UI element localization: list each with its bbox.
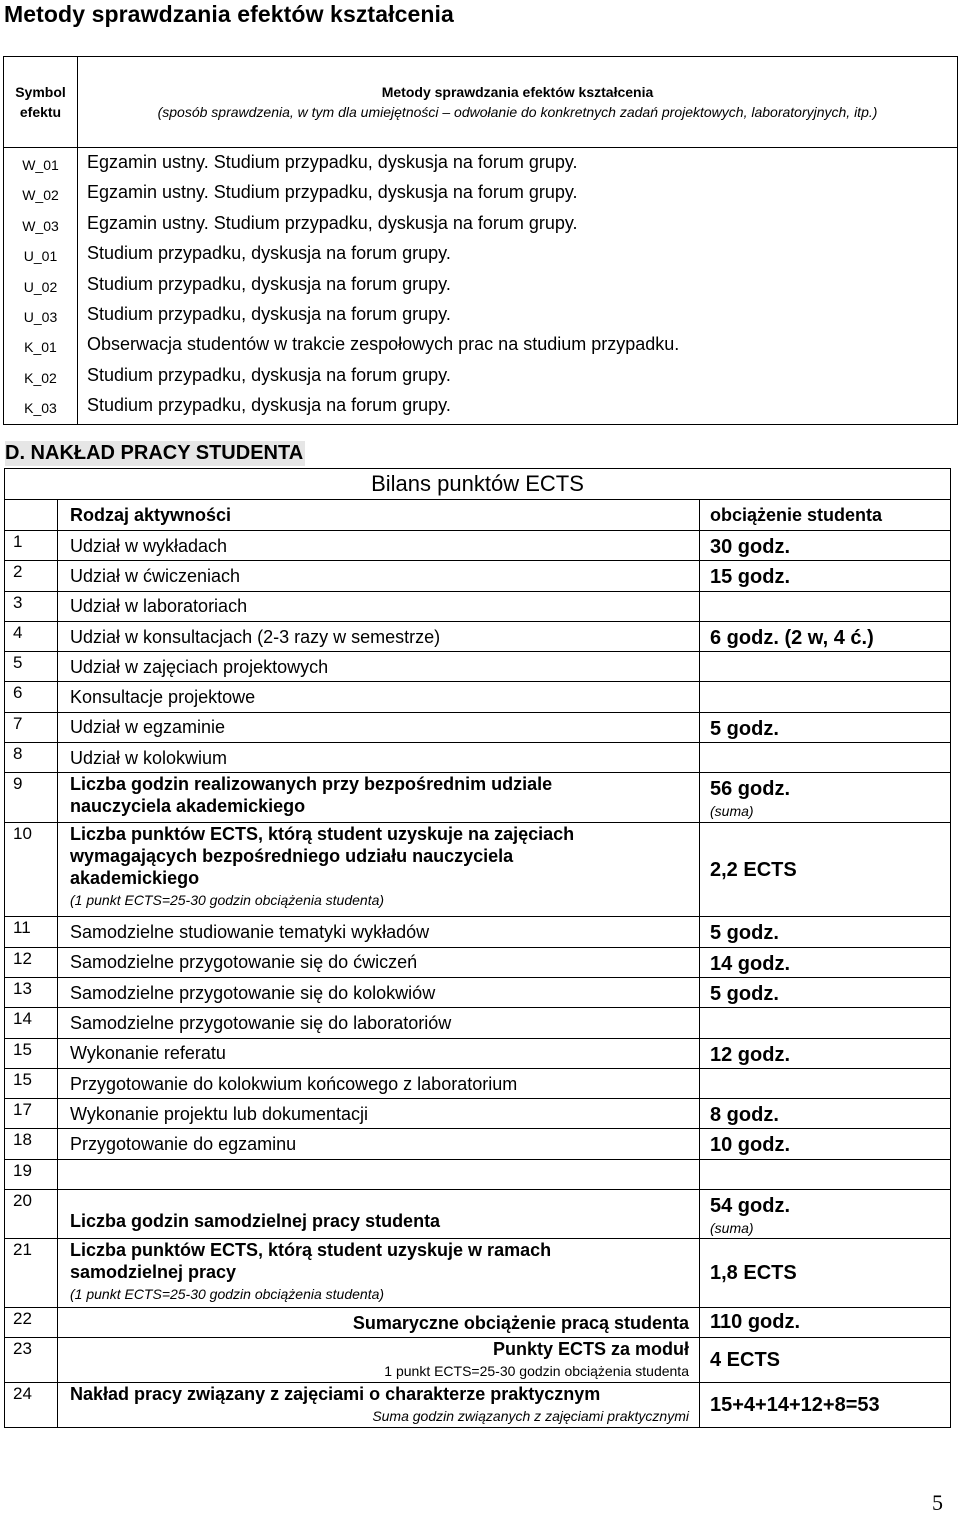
effect-symbol: K_03 <box>24 400 57 417</box>
effect-symbol: U_02 <box>23 278 58 295</box>
row-activity: Udział w egzaminie <box>58 712 700 742</box>
row-number: 12 <box>5 947 58 977</box>
effect-method: Egzamin ustny. Studium przypadku, dyskusja na forum grupy. <box>87 212 578 233</box>
row-value-text <box>710 1008 950 1013</box>
row-value-text: 30 godz. <box>710 536 791 558</box>
row-activity: Udział w laboratoriach <box>58 591 700 621</box>
row-number: 22 <box>5 1308 58 1338</box>
ects-row-24 <box>5 1383 951 1428</box>
row-value-text: 5 godz. <box>710 922 779 945</box>
ects-row <box>5 917 951 947</box>
row-value <box>700 591 951 621</box>
row-number: 18 <box>5 1129 58 1159</box>
row-activity: Konsultacje projektowe <box>58 682 700 712</box>
row-value <box>700 977 951 1007</box>
ects-row <box>5 1008 951 1038</box>
methods-column <box>78 148 958 425</box>
row-activity: Przygotowanie do egzaminu <box>58 1129 700 1159</box>
ects-row <box>5 743 951 773</box>
header-symbol-line1: Symbol <box>15 84 66 100</box>
ects-row-23 <box>5 1338 951 1383</box>
row-number: 2 <box>5 561 58 591</box>
row-activity: Wykonanie projektu lub dokumentacji <box>58 1099 700 1129</box>
header-activity: Rodzaj aktywności <box>58 500 700 531</box>
row-value-text <box>710 1069 950 1074</box>
ects-rows-direct <box>5 531 951 773</box>
row-activity: Udział w wykładach <box>58 531 700 561</box>
row-number: 1 <box>5 531 58 561</box>
row-activity: Liczba godzin realizowanych przy bezpośrednim udziale nauczyciela akademickiego <box>58 773 700 823</box>
row-value <box>700 1383 951 1428</box>
ects-row <box>5 682 951 712</box>
row-value-text <box>710 652 950 657</box>
row-value <box>700 823 951 917</box>
effect-symbol: U_03 <box>23 308 58 325</box>
row-value <box>700 652 951 682</box>
row-number: 8 <box>5 743 58 773</box>
effect-symbol: W_02 <box>22 187 59 204</box>
row-activity: Sumaryczne obciążenie pracą studenta <box>58 1308 700 1338</box>
row-activity: Przygotowanie do kolokwium końcowego z laboratorium <box>58 1068 700 1098</box>
ects-row-22 <box>5 1308 951 1338</box>
effect-method: Studium przypadku, dyskusja na forum grupy. <box>87 303 451 324</box>
row-value <box>700 1239 951 1308</box>
row-value-text: 2,2 ECTS <box>710 858 797 881</box>
ects-row <box>5 561 951 591</box>
row-value <box>700 773 951 823</box>
row-value-note: (suma) <box>710 1220 754 1237</box>
row-value <box>700 712 951 742</box>
row-value <box>700 531 951 561</box>
row-activity <box>58 1338 700 1383</box>
row-number: 23 <box>5 1338 58 1383</box>
row-activity: Udział w ćwiczeniach <box>58 561 700 591</box>
ects-row <box>5 1068 951 1098</box>
row-activity <box>58 823 700 917</box>
symbols-column <box>4 148 78 425</box>
row-number: 15 <box>5 1068 58 1098</box>
ects-row-9 <box>5 773 951 823</box>
row-value <box>700 917 951 947</box>
row-number: 10 <box>5 823 58 917</box>
row-number: 6 <box>5 682 58 712</box>
row-value <box>700 1308 951 1338</box>
effect-method: Studium przypadku, dyskusja na forum grupy. <box>87 243 451 264</box>
row-value <box>700 1129 951 1159</box>
row-value <box>700 1038 951 1068</box>
row-value-text: 15 godz. <box>710 566 791 589</box>
header-description <box>78 57 958 148</box>
effect-method: Egzamin ustny. Studium przypadku, dyskusja na forum grupy. <box>87 182 578 203</box>
row-value-text: 5 godz. <box>710 717 779 740</box>
effect-method: Egzamin ustny. Studium przypadku, dyskusja na forum grupy. <box>87 152 578 172</box>
row-number: 20 <box>5 1190 58 1239</box>
row-activity-text: Liczba punktów ECTS, którą student uzyskuje na zajęciach wymagających bezpośredniego udziału nauczyciela akademickiego <box>70 824 575 889</box>
row-activity: Udział w kolokwium <box>58 743 700 773</box>
row-value <box>700 1008 951 1038</box>
row-value-text: 5 godz. <box>710 982 779 1005</box>
ects-row <box>5 652 951 682</box>
row-activity: Udział w zajęciach projektowych <box>58 652 700 682</box>
row-value <box>700 1068 951 1098</box>
ects-table <box>4 468 951 1428</box>
ects-rows-self <box>5 917 951 1190</box>
row-value-text: 54 godz. <box>710 1195 791 1218</box>
row-value <box>700 621 951 651</box>
header-symbol-line2: efektu <box>19 104 62 120</box>
header-load: obciążenie studenta <box>700 500 951 531</box>
row-value <box>700 1099 951 1129</box>
row-activity-note: 1 punkt ECTS=25-30 godzin obciążenia studenta <box>384 1363 689 1380</box>
row-number: 13 <box>5 977 58 1007</box>
row-activity <box>58 1159 700 1189</box>
ects-row <box>5 621 951 651</box>
effect-method: Studium przypadku, dyskusja na forum grupy. <box>87 395 451 416</box>
row-value <box>700 1190 951 1239</box>
row-activity: Samodzielne przygotowanie się do kolokwiów <box>58 977 700 1007</box>
row-value-text: 6 godz. (2 w, 4 ć.) <box>710 626 874 649</box>
row-activity <box>58 1383 700 1428</box>
ects-header-row <box>5 500 951 531</box>
row-value-text: 10 godz. <box>710 1134 791 1157</box>
row-value-text: 56 godz. <box>710 778 791 801</box>
effect-method: Obserwacja studentów w trakcie zespołowych prac na studium przypadku. <box>87 334 680 355</box>
row-number: 9 <box>5 773 58 823</box>
header-desc-title: Metody sprawdzania efektów kształcenia <box>381 84 654 100</box>
row-activity: Samodzielne studiowanie tematyki wykładów <box>58 917 700 947</box>
row-value <box>700 682 951 712</box>
row-activity-note: Suma godzin związanych z zajęciami praktycznymi <box>372 1408 689 1425</box>
ects-caption <box>5 469 951 500</box>
row-activity: Liczba godzin samodzielnej pracy studenta <box>58 1190 700 1239</box>
row-number: 11 <box>5 917 58 947</box>
ects-caption-text: Bilans punktów ECTS <box>371 471 584 496</box>
row-value-text: 110 godz. <box>710 1311 801 1334</box>
row-value-text: 14 godz. <box>710 952 791 975</box>
row-activity: Samodzielne przygotowanie się do ćwiczeń <box>58 947 700 977</box>
row-activity-note: (1 punkt ECTS=25-30 godzin obciążenia studenta) <box>70 892 385 909</box>
row-value <box>700 947 951 977</box>
row-activity-note: (1 punkt ECTS=25-30 godzin obciążenia studenta) <box>70 1286 385 1303</box>
row-value-text <box>710 592 950 597</box>
effect-symbol: K_01 <box>24 339 57 356</box>
row-activity <box>58 1239 700 1308</box>
page-title: Metody sprawdzania efektów kształcenia <box>4 1 454 27</box>
row-value-text <box>710 743 950 748</box>
effect-symbol: W_01 <box>22 157 59 173</box>
row-activity-text: Liczba punktów ECTS, którą student uzyskuje w ramach samodzielnej pracy <box>70 1240 552 1283</box>
row-activity-text: Nakład pracy związany z zajęciami o charakterze praktycznym <box>70 1384 601 1405</box>
row-activity: Samodzielne przygotowanie się do laboratoriów <box>58 1008 700 1038</box>
row-number: 21 <box>5 1239 58 1308</box>
row-value <box>700 743 951 773</box>
row-number: 14 <box>5 1008 58 1038</box>
row-value <box>700 561 951 591</box>
ects-row <box>5 1129 951 1159</box>
ects-row <box>5 947 951 977</box>
ects-row <box>5 1159 951 1189</box>
ects-row <box>5 712 951 742</box>
row-value-text: 1,8 ECTS <box>710 1262 797 1285</box>
row-value-text: 4 ECTS <box>710 1349 781 1372</box>
row-activity-text: Punkty ECTS za moduł <box>492 1339 689 1360</box>
ects-row <box>5 977 951 1007</box>
ects-row <box>5 591 951 621</box>
row-activity: Udział w konsultacjach (2-3 razy w semestrze) <box>58 621 700 651</box>
ects-row <box>5 531 951 561</box>
methods-body-row <box>4 148 958 425</box>
ects-row-21 <box>5 1239 951 1308</box>
row-value <box>700 1159 951 1189</box>
row-number: 19 <box>5 1159 58 1189</box>
row-activity: Wykonanie referatu <box>58 1038 700 1068</box>
row-value-note: (suma) <box>710 803 754 820</box>
row-number: 7 <box>5 712 58 742</box>
row-number: 24 <box>5 1383 58 1428</box>
ects-caption-row <box>5 469 951 500</box>
row-value <box>700 1338 951 1383</box>
ects-row-10 <box>5 823 951 917</box>
row-value-text <box>710 682 950 687</box>
row-value-text <box>710 1160 950 1165</box>
row-number: 17 <box>5 1099 58 1129</box>
row-number: 15 <box>5 1038 58 1068</box>
row-value-text: 12 godz. <box>710 1043 791 1066</box>
effect-method: Studium przypadku, dyskusja na forum grupy. <box>87 364 451 385</box>
header-number-cell <box>5 500 58 531</box>
ects-row <box>5 1038 951 1068</box>
ects-row-20 <box>5 1190 951 1239</box>
row-value-text: 8 godz. <box>710 1104 779 1127</box>
row-number: 5 <box>5 652 58 682</box>
header-desc-subtitle: (sposób sprawdzenia, w tym dla umiejętności – odwołanie do konkretnych zadań projektowych, laboratoryjnych, itp.) <box>157 104 878 120</box>
header-symbol <box>4 57 78 148</box>
ects-row <box>5 1099 951 1129</box>
section-d-title: D. NAKŁAD PRACY STUDENTA <box>5 442 304 464</box>
page-number: 5 <box>932 1490 943 1515</box>
effect-symbol: U_01 <box>23 248 58 265</box>
methods-header-row <box>4 57 958 148</box>
row-value-text: 15+4+14+12+8=53 <box>710 1394 880 1417</box>
effect-symbol: W_03 <box>22 217 59 234</box>
methods-table <box>3 56 958 425</box>
row-number: 4 <box>5 621 58 651</box>
effect-symbol: K_02 <box>24 369 57 386</box>
row-number: 3 <box>5 591 58 621</box>
effect-method: Studium przypadku, dyskusja na forum grupy. <box>87 273 451 294</box>
